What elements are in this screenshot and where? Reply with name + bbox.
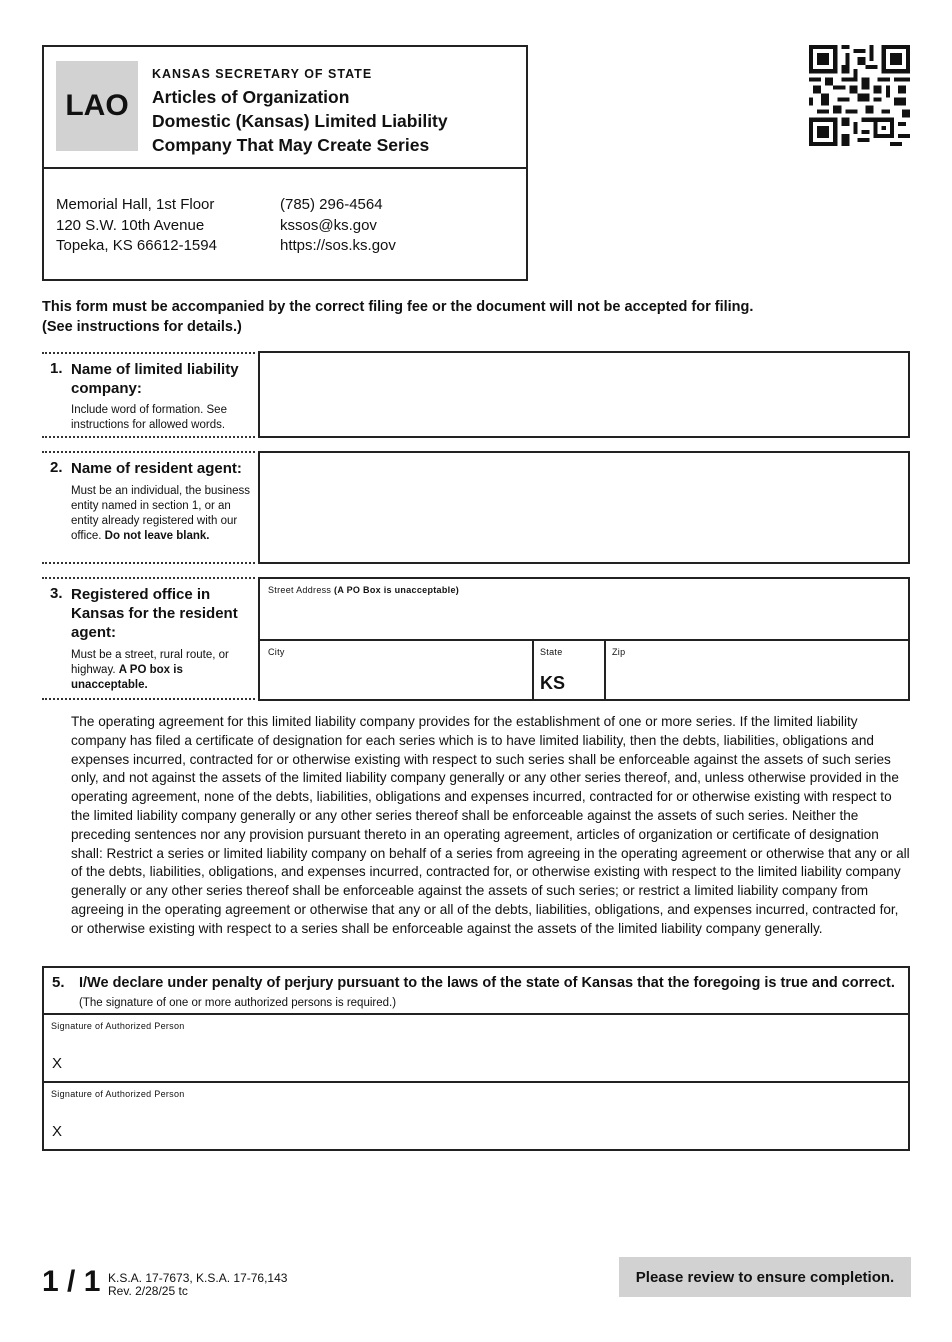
form-title-line: Company That May Create Series [152,135,430,155]
filing-fee-notice [42,297,902,337]
section-help [71,648,251,693]
help-text: Must be an individual, the business entity named in section 1, or an entity already registered with our office. [71,485,250,542]
form-title-line: Articles of Organization [152,87,350,107]
zip-label: Zip [612,647,626,657]
statute-text: K.S.A. 17-7673, K.S.A. 17-76,143 [108,1271,288,1285]
section-title: Name of resident agent: [71,460,242,477]
section-2-label [42,451,255,564]
registered-office-fields [258,577,910,701]
section-5-declaration [42,966,910,1151]
form-title-line: Domestic (Kansas) Limited Liability [152,111,448,131]
address-line: 120 S.W. 10th Avenue [56,216,205,234]
section-title: Name of limited liability company: [71,361,239,397]
signature-field-1[interactable] [44,1013,908,1083]
city-label: City [268,647,285,657]
review-reminder: Please review to ensure completion. [619,1257,911,1297]
series-provision-text: The operating agreement for this limited liability company provides for the establishment of one or more series. If the limited liability company has filed a certificate of designation for each series which is to have limited liability, then the debts, liabilities, obligations and expenses incurred, contracted for or otherwise existing with respect to such series shall be enforceable against the assets of such series only, and not against the assets of the limited liability company generally or any other series thereof, and, unless otherwise provided in the operating agreement, none of the debts, liabilities, obligations and expenses incurred, contracted for or otherwise existing with respect to the limited liability company generally or any other series thereof shall be enforceable against the assets of such series. Neither the preceding sentences nor any provision pursuant thereto in an operating agreement, articles of organization or certificate of designation shall: Restrict a series or limited liability company on behalf of a series from agreeing in the operating agreement or otherwise that any or all of the debts, liabilities, obligations, and expenses incurred, contracted for, or otherwise existing with respect to the limited liability company generally or any other series thereof shall be enforceable against the assets of such series; or restrict a limited liability company from agreeing in the operating agreement or otherwise that any or all of the debts, liabilities, obligations, and expenses incurred, contracted for, or otherwise existing with respect to a series shall be enforceable against the assets of the limited liability company generally. [71,714,910,936]
statute-reference [108,1272,287,1298]
section-number: 1. [50,360,63,377]
page-number: 1 / 1 [42,1265,101,1298]
resident-agent-input[interactable] [258,451,910,564]
section-help: Include word of formation. See instructions for allowed words. [71,404,227,431]
help-text-bold: Do not leave blank. [104,530,210,542]
signature-label: Signature of Authorized Person [51,1089,185,1099]
street-label-text: Street Address [268,585,335,595]
qr-code-icon [809,45,910,146]
office-contact [280,195,396,257]
notice-line: (See instructions for details.) [42,319,242,335]
help-text-bold: A PO box is unacceptable. [71,664,183,691]
state-value: KS [540,673,566,693]
help-text: Must be a street, rural route, or highway. [71,649,229,676]
address-line: Topeka, KS 66612-1594 [56,237,217,254]
signature-mark: X [52,1123,63,1140]
form-header-title-area [44,47,526,169]
state-field [534,641,606,699]
declaration-text [79,974,899,1012]
declaration-note: (The signature of one or more authorized persons is required.) [79,997,397,1009]
signature-field-2[interactable] [44,1081,908,1151]
zip-input[interactable] [606,641,908,699]
form-code: LAO [56,61,138,151]
street-address-input[interactable] [260,579,908,641]
email-address: kssos@ks.gov [280,216,377,234]
section-help [71,484,251,544]
street-label-note: (A PO Box is unacceptable) [334,585,460,595]
city-input[interactable] [260,641,534,699]
form-header [42,45,528,281]
section-1-label [42,352,255,438]
signature-mark: X [52,1055,63,1072]
street-address-label [268,585,459,595]
declaration-statement: I/We declare under penalty of perjury pursuant to the laws of the state of Kansas that the foregoing is true and correct. [79,975,895,991]
section-number: 5. [52,974,65,991]
notice-line: This form must be accompanied by the correct filing fee or the document will not be accepted for filing. [42,299,754,315]
section-number: 2. [50,459,63,476]
website-url: https://sos.ks.gov [280,237,396,254]
phone-number: (785) 296-4564 [280,196,383,213]
signature-label: Signature of Authorized Person [51,1021,185,1031]
revision-text: Rev. 2/28/25 tc [108,1284,188,1298]
address-line: Memorial Hall, 1st Floor [56,196,215,213]
office-address [56,195,217,257]
form-title [152,85,512,157]
section-title: Registered office in Kansas for the resident agent: [71,586,238,641]
agency-name: KANSAS SECRETARY OF STATE [152,67,373,81]
section-number: 3. [50,585,63,602]
llc-name-input[interactable] [258,351,910,438]
section-3-label [42,577,255,700]
state-label: State [540,647,563,657]
